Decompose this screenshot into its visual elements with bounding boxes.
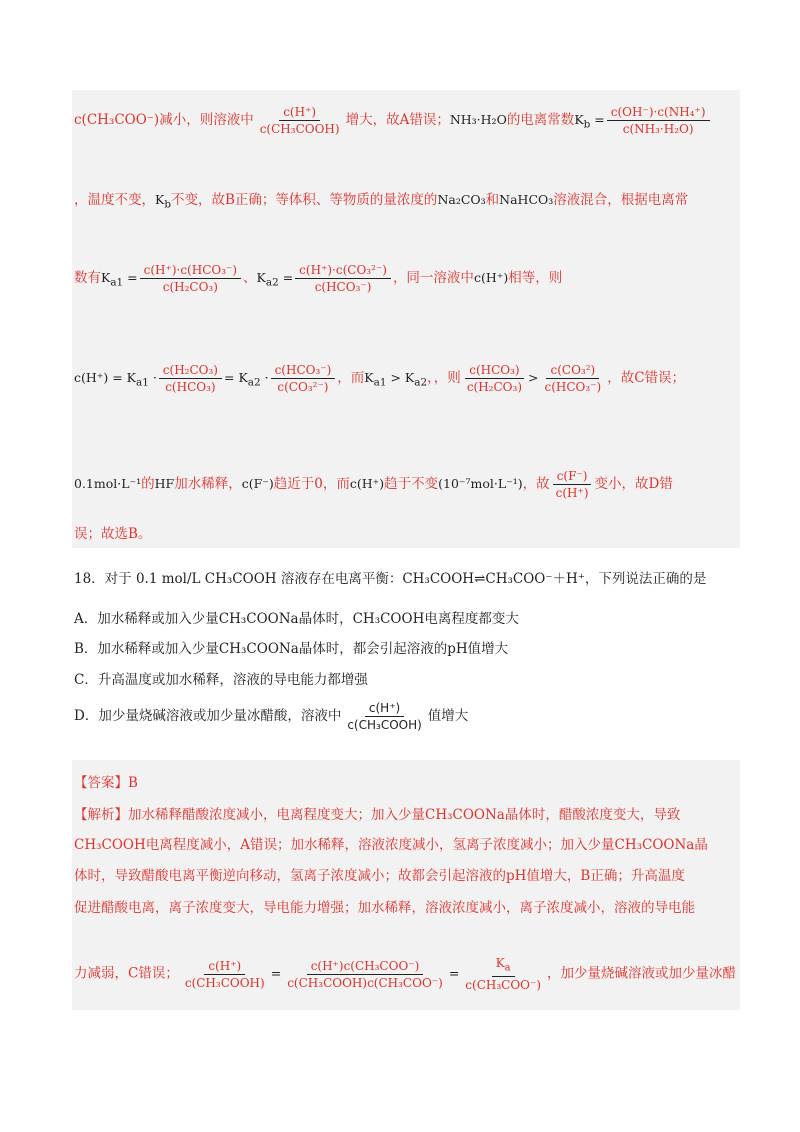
option-c: C．升高温度或加水稀释，溶液的导电能力都增强: [74, 672, 368, 688]
explanation-line-6: 误；故选B。: [74, 526, 152, 542]
fraction-hco3-over-h2co3: c(HCO₃) c(H₂CO₃): [466, 363, 523, 394]
fraction-co3-over-hco3: c(CO₃²) c(HCO₃⁻): [544, 363, 602, 394]
explanation-line-5: 0.1mol·L⁻¹的HF加水稀释，c(F⁻)趋近于0，而c(H⁺)趋于不变(10⁻⁷mol·L⁻¹)，故 $\frac{c(F^-)}{c(H^+)}$ 变小，故D错: [74, 469, 673, 500]
fraction-kb: $\frac{\text{c(OH⁻)·c(NH₄⁺)}}{\text{c(NH₃·H₂O)}}$: [607, 104, 710, 137]
analysis-line-2: CH₃COOH电离程度减小，A错误；加水稀释，溶液浓度减小，氢离子浓度减小；加入少量CH₃COONa晶: [74, 837, 708, 853]
analysis-line-1: 【解析】加水稀释醋酸浓度减小，电离程度变大；加入少量CH₃COONa晶体时，醋酸浓度变大，导致: [74, 807, 681, 823]
fraction-ka2: c(H⁺)·c(CO₃²⁻) c(HCO₃⁻): [295, 262, 391, 295]
fraction-h-over-ch3cooh: c(H⁺) c(CH₃COOH): [259, 105, 340, 136]
analysis-line-5: 力减弱，C错误； c(H⁺) c(CH₃COOH) = c(H⁺)c(CH₃COO⁻) c(CH₃COOH)c(CH₃COO⁻) = $K_a$ c(CH₃COO⁻) ，加少量烧碱溶液或加少量冰醋: [74, 956, 737, 993]
option-b: B．加水稀释或加入少量CH₃COONa晶体时，都会引起溶液的pH值增大: [74, 641, 509, 657]
analysis-line-3: 体时，导致醋酸电离平衡逆向移动，氢离子浓度减小；故都会引起溶液的pH值增大，B正确；升高温度: [74, 868, 685, 884]
fraction-answer-3: $K_a$ c(CH₃COO⁻): [465, 956, 542, 993]
option-a: A．加水稀释或加入少量CH₃COONa晶体时，CH₃COOH电离程度都变大: [74, 611, 519, 627]
answer-label: 【答案】B: [74, 775, 138, 791]
option-d: D．加少量烧碱溶液或加少量冰醋酸，溶液中 c(H⁺) c(CH₃COOH) 值增大: [74, 701, 469, 732]
fraction-h2co3-over-hco3: c(H₂CO₃) c(HCO₃): [159, 362, 222, 395]
explanation-line-4: $c(H^+) = K_{a1}$ · c(H₂CO₃) c(HCO₃) = $K_{a2}$ · c(HCO₃⁻) c(CO₃²⁻) ，而$K_{a1} > K_{a2}$，，则 c(HCO₃) c(H₂CO₃) > c(CO₃²) c(HCO₃⁻) ，故C错误；: [74, 363, 686, 394]
fraction-f-over-h: $\frac{c(F^-)}{c(H^+)}$: [552, 468, 593, 501]
fraction-answer-1: c(H⁺) c(CH₃COOH): [184, 958, 265, 990]
fraction-ka1: c(H⁺)·c(HCO₃⁻) c(H₂CO₃): [140, 262, 241, 295]
question-stem: 18．对于 0.1 mol/L CH₃COOH 溶液存在电离平衡：CH₃COOH⇌CH₃COO⁻＋H⁺，下列说法正确的是: [74, 571, 707, 587]
explanation-line-1: c(CH₃COO⁻)减小，则溶液中 c(H⁺) c(CH₃COOH) 增大，故A错误；NH₃·H₂O的电离常数$K_b$ = $\frac{\text{c(OH⁻)·c(NH₄⁺)}}{\text{c(NH₃·H₂O)}}$: [74, 104, 712, 137]
fraction-hco3-over-co3: c(HCO₃⁻) c(CO₃²⁻): [271, 362, 336, 395]
fraction-h-over-ch3cooh-d: c(H⁺) c(CH₃COOH): [347, 701, 422, 732]
explanation-line-3: 数有$K_{a1}$ = c(H⁺)·c(HCO₃⁻) c(H₂CO₃) 、$K_{a2}$ = c(H⁺)·c(CO₃²⁻) c(HCO₃⁻) ，同一溶液中c(H⁺)相等，则: [74, 263, 563, 294]
analysis-line-4: 促进醋酸电离，离子浓度变大，导电能力增强；加水稀释，溶液浓度减小，离子浓度减小，溶液的导电能: [74, 900, 695, 916]
fraction-answer-2: c(H⁺)c(CH₃COO⁻) c(CH₃COOH)c(CH₃COO⁻): [287, 958, 443, 990]
explanation-line-2: ，温度不变，$K_b$不变，故B正确；等体积、等物质的量浓度的Na₂CO₃和NaHCO₃溶液混合，根据电离常: [74, 192, 689, 211]
equilibrium-arrow: ⇌: [474, 571, 486, 587]
